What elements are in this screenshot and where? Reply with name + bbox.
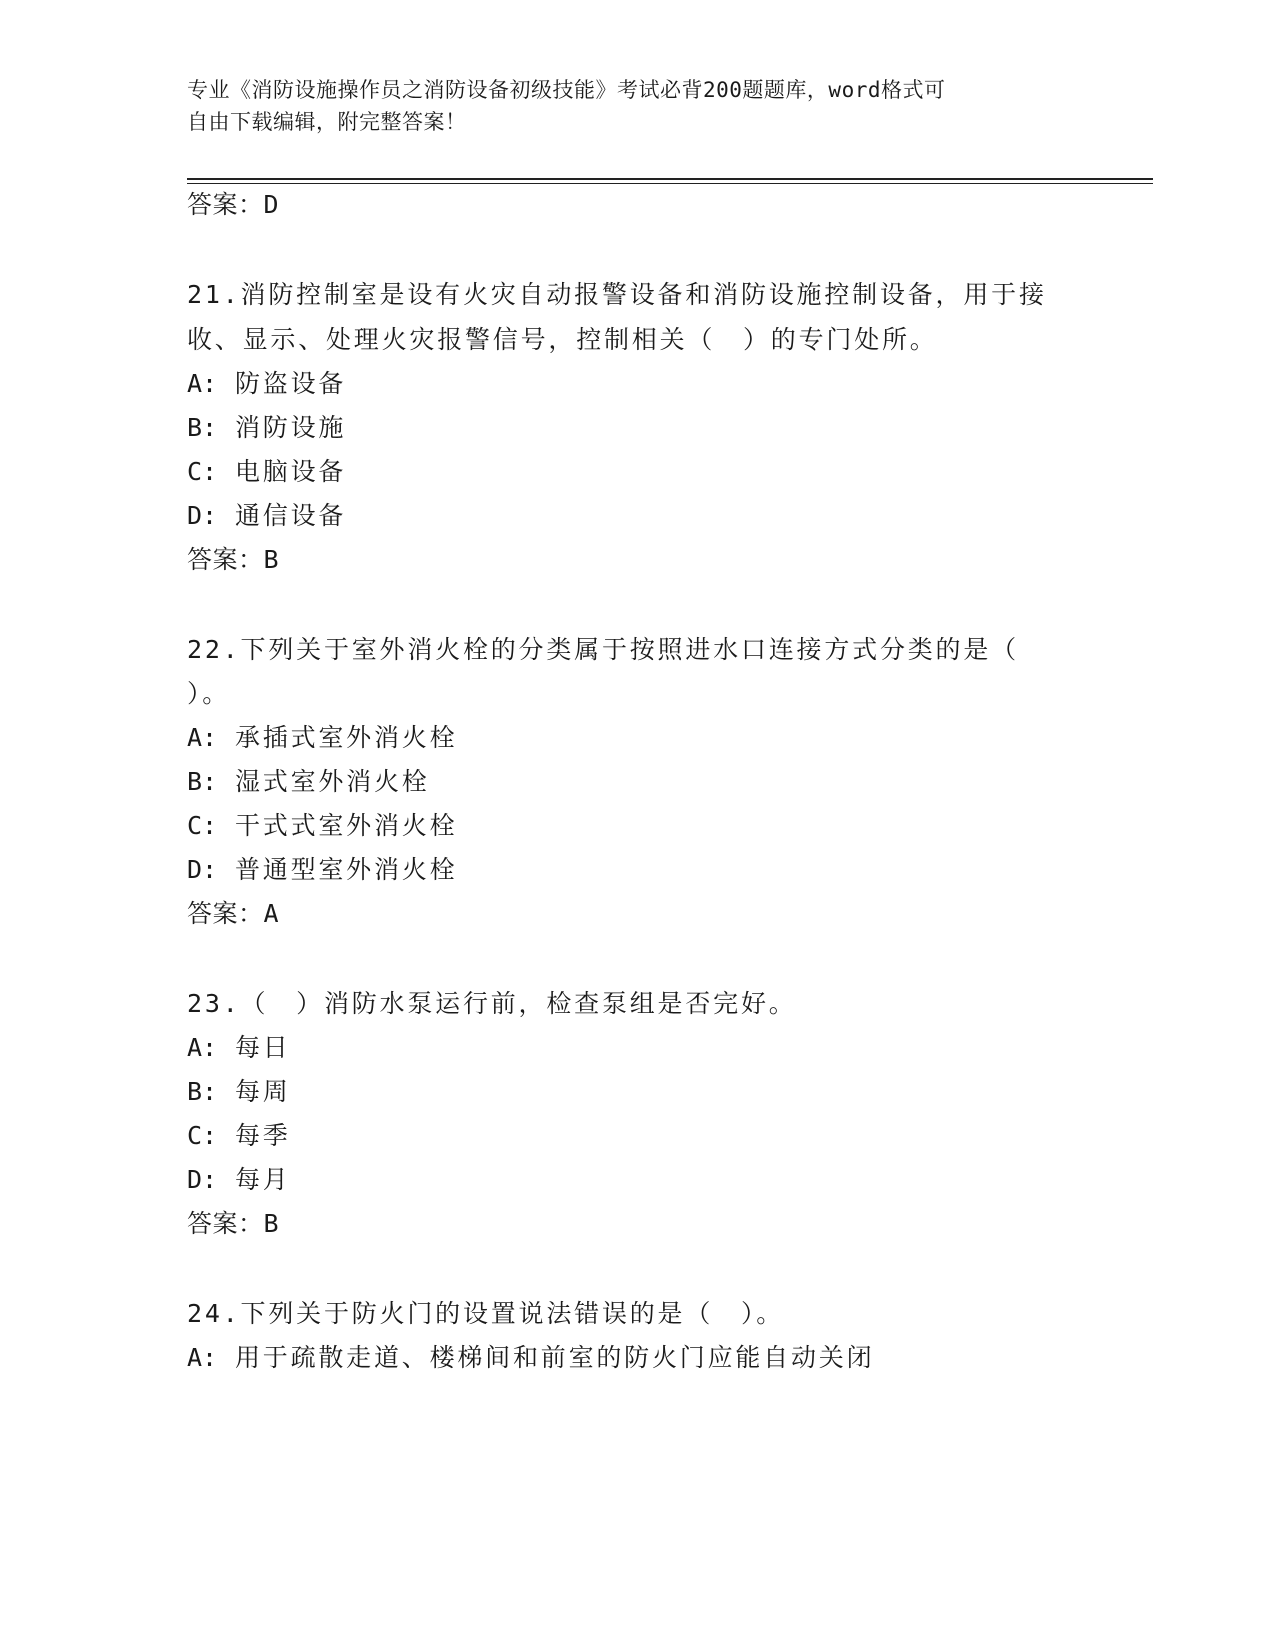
answer-line: 答案：D [187,190,280,219]
page-header [187,74,1087,138]
option-line [187,765,430,799]
option-line [187,1163,291,1197]
header-line-2: 自由下载编辑，附完整答案！ [187,110,467,134]
question-stem-line: 收、显示、处理火灾报警信号，控制相关（ ）的专门处所。 [187,325,938,354]
header-divider-thick [187,178,1153,180]
option-text: 湿式室外消火栓 [234,767,430,796]
option-text: 电脑设备 [234,457,347,486]
option-line [187,721,457,755]
answer-line: 答案：A [187,899,280,928]
option-key: C: [187,1121,218,1150]
option-key: B: [187,1077,218,1106]
option-line [187,1341,874,1375]
option-line [187,809,457,843]
question-stem-line: 21.消防控制室是设有火灾自动报警设备和消防设施控制设备，用于接 [187,280,1047,309]
option-text: 每月 [234,1165,291,1194]
option-text: 通信设备 [234,501,347,530]
header-divider-thin [187,183,1153,184]
question-stem-line: 24.下列关于防火门的设置说法错误的是（ ）。 [187,1299,785,1328]
option-text: 普通型室外消火栓 [234,855,458,884]
option-text: 用于疏散走道、楼梯间和前室的防火门应能自动关闭 [234,1343,875,1372]
option-key: A: [187,723,218,752]
option-text: 防盗设备 [234,369,347,398]
option-key: A: [187,1033,218,1062]
option-text: 干式式室外消火栓 [234,811,458,840]
option-line [187,499,346,533]
question-stem-line: 22.下列关于室外消火栓的分类属于按照进水口连接方式分类的是（ [187,635,1019,664]
answer-line: 答案：B [187,545,280,574]
answer-line: 答案：B [187,1209,280,1238]
option-line [187,853,457,887]
option-text: 每周 [234,1077,291,1106]
option-line [187,1119,291,1153]
option-key: A: [187,1343,218,1372]
option-key: B: [187,413,218,442]
option-key: B: [187,767,218,796]
question-stem-line: ）。 [187,679,231,708]
header-line-1: 专业《消防设施操作员之消防设备初级技能》考试必背200题题库，word格式可 [187,78,946,102]
option-key: C: [187,811,218,840]
question-stem-line: 23.（ ）消防水泵运行前，检查泵组是否完好。 [187,989,797,1018]
option-line [187,455,346,489]
option-key: D: [187,1165,218,1194]
option-text: 消防设施 [234,413,347,442]
option-text: 每季 [234,1121,291,1150]
option-key: A: [187,369,218,398]
option-line [187,1075,291,1109]
option-text: 每日 [234,1033,291,1062]
option-key: C: [187,457,218,486]
option-key: D: [187,501,218,530]
option-line [187,411,346,445]
option-text: 承插式室外消火栓 [234,723,458,752]
option-line [187,367,346,401]
option-line [187,1031,291,1065]
option-key: D: [187,855,218,884]
